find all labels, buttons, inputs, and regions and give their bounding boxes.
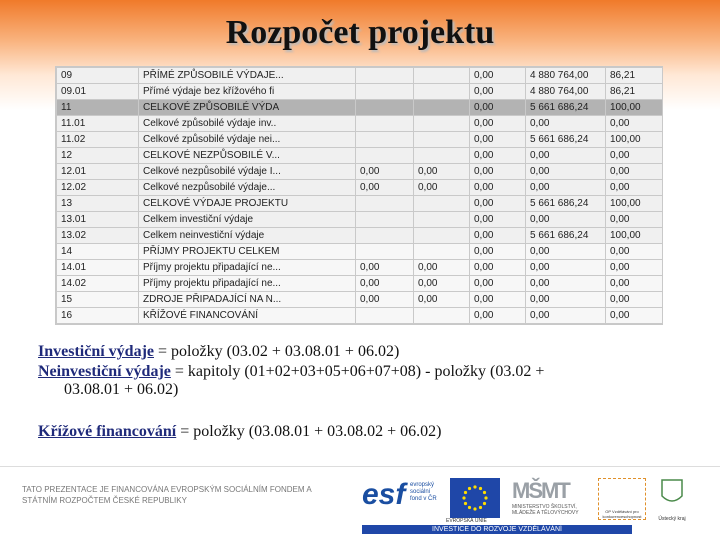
cell-c3: 0,00 [470, 228, 526, 244]
ustecky-kraj-label: Ústecký kraj [658, 516, 686, 522]
cell-c1: 0,00 [356, 180, 414, 196]
cell-c2: 0,00 [414, 180, 470, 196]
cell-name: CELKOVÉ ZPŮSOBILÉ VÝDA [139, 100, 356, 116]
cell-c5: 0,00 [606, 244, 663, 260]
table-row[interactable] [57, 116, 663, 132]
cell-code: 09.01 [57, 84, 139, 100]
cell-name: Celkové způsobilé výdaje inv.. [139, 116, 356, 132]
cell-code: 14.02 [57, 276, 139, 292]
table-row[interactable] [57, 68, 663, 84]
cell-c2 [414, 308, 470, 324]
cell-c4: 4 880 764,00 [526, 68, 606, 84]
cell-code: 13.01 [57, 212, 139, 228]
caption-neinvesticni [38, 363, 698, 399]
cell-code: 14.01 [57, 260, 139, 276]
cell-c1 [356, 244, 414, 260]
slide-title: Rozpočet projektu [225, 14, 495, 51]
cell-c5: 100,00 [606, 228, 663, 244]
cell-c4: 0,00 [526, 308, 606, 324]
eu-label: EVROPSKÁ UNIE [446, 518, 487, 524]
table-row[interactable] [57, 244, 663, 260]
cell-c4: 0,00 [526, 116, 606, 132]
cell-c1 [356, 308, 414, 324]
cell-c2 [414, 212, 470, 228]
table-row[interactable] [57, 276, 663, 292]
cell-c2 [414, 116, 470, 132]
term-investicni-vydaje[interactable]: Investiční výdaje [38, 343, 154, 360]
cell-c5: 0,00 [606, 212, 663, 228]
cell-c2 [414, 244, 470, 260]
invest-banner: INVESTICE DO ROZVOJE VZDĚLÁVÁNÍ [362, 525, 632, 534]
cell-c1 [356, 212, 414, 228]
cell-c1: 0,00 [356, 260, 414, 276]
cell-c4: 5 661 686,24 [526, 228, 606, 244]
cell-c1: 0,00 [356, 164, 414, 180]
cell-c1 [356, 68, 414, 84]
table-row[interactable] [57, 308, 663, 324]
cell-c1 [356, 132, 414, 148]
cell-c5: 0,00 [606, 180, 663, 196]
cell-c3: 0,00 [470, 212, 526, 228]
cell-code: 16 [57, 308, 139, 324]
cell-c4: 0,00 [526, 260, 606, 276]
cell-c4: 0,00 [526, 212, 606, 228]
table-row[interactable] [57, 132, 663, 148]
cell-c3: 0,00 [470, 100, 526, 116]
caption-neinvesticni-text: = kapitoly (01+02+03+05+06+07+08) - položky (03.02 + [170, 363, 545, 380]
cell-c5: 0,00 [606, 148, 663, 164]
cell-c2: 0,00 [414, 164, 470, 180]
cell-c2 [414, 100, 470, 116]
cell-c4: 0,00 [526, 180, 606, 196]
op-vk-logo-text: OP Vzdělávání pro konkurenceschopnost [602, 509, 642, 519]
cell-name: Celkové nezpůsobilé výdaje I... [139, 164, 356, 180]
cell-c2 [414, 196, 470, 212]
cell-c5: 0,00 [606, 292, 663, 308]
cell-c5: 100,00 [606, 100, 663, 116]
cell-c4: 0,00 [526, 276, 606, 292]
cell-c4: 5 661 686,24 [526, 196, 606, 212]
eu-flag-icon [450, 478, 500, 518]
cell-c5: 0,00 [606, 260, 663, 276]
cell-c2 [414, 132, 470, 148]
cell-c2: 0,00 [414, 260, 470, 276]
cell-c1: 0,00 [356, 292, 414, 308]
cell-c3: 0,00 [470, 244, 526, 260]
cell-c3: 0,00 [470, 180, 526, 196]
cell-code: 11.01 [57, 116, 139, 132]
cell-name: KŘÍŽOVÉ FINANCOVÁNÍ [139, 308, 356, 324]
table-row[interactable] [57, 260, 663, 276]
cell-c2: 0,00 [414, 276, 470, 292]
cell-c1 [356, 196, 414, 212]
esf-logo [362, 478, 442, 518]
table-row[interactable] [57, 100, 663, 116]
table-row[interactable] [57, 164, 663, 180]
table-row[interactable] [57, 180, 663, 196]
cell-c3: 0,00 [470, 84, 526, 100]
caption-krizove-text: = položky (03.08.01 + 03.08.02 + 06.02) [176, 423, 442, 440]
cell-c3: 0,00 [470, 132, 526, 148]
cell-name: PŘÍMÉ ZPŮSOBILÉ VÝDAJE... [139, 68, 356, 84]
cell-code: 14 [57, 244, 139, 260]
cell-c3: 0,00 [470, 196, 526, 212]
cell-name: CELKOVÉ VÝDAJE PROJEKTU [139, 196, 356, 212]
budget-table [55, 66, 663, 325]
cell-c2 [414, 148, 470, 164]
cell-c4: 5 661 686,24 [526, 132, 606, 148]
caption-neinvesticni-cont: 03.08.01 + 06.02) [64, 381, 179, 398]
cell-c4: 4 880 764,00 [526, 84, 606, 100]
cell-c5: 86,21 [606, 84, 663, 100]
cell-c5: 100,00 [606, 196, 663, 212]
cell-c3: 0,00 [470, 68, 526, 84]
budget-table-body [57, 68, 663, 324]
cell-c3: 0,00 [470, 276, 526, 292]
cell-name: CELKOVÉ NEZPŮSOBILÉ V... [139, 148, 356, 164]
cell-c1 [356, 116, 414, 132]
cell-c5: 100,00 [606, 132, 663, 148]
msmt-logo [512, 478, 592, 518]
caption-investicni [38, 343, 698, 361]
cell-c1 [356, 228, 414, 244]
cell-name: PŘÍJMY PROJEKTU CELKEM [139, 244, 356, 260]
footer-logos [362, 478, 692, 526]
cell-c3: 0,00 [470, 148, 526, 164]
cell-code: 12 [57, 148, 139, 164]
footer-funding-text: TATO PREZENTACE JE FINANCOVÁNA EVROPSKÝM SOCIÁLNÍM FONDEM A STÁTNÍM ROZPOČTEM ČESKÉ REPUBLIKY [22, 485, 312, 505]
term-neinvesticni-vydaje[interactable]: Neinvestiční výdaje [38, 363, 171, 380]
cell-c5: 0,00 [606, 276, 663, 292]
cell-code: 15 [57, 292, 139, 308]
cell-name: Příjmy projektu připadající ne... [139, 276, 356, 292]
cell-name: Přímé výdaje bez křížového fi [139, 84, 356, 100]
cell-name: Celkem neinvestiční výdaje [139, 228, 356, 244]
table-row[interactable] [57, 148, 663, 164]
cell-c2 [414, 68, 470, 84]
cell-code: 11 [57, 100, 139, 116]
cell-c3: 0,00 [470, 260, 526, 276]
cell-c4: 0,00 [526, 164, 606, 180]
table-row[interactable] [57, 228, 663, 244]
op-vk-logo [598, 478, 646, 520]
table-row[interactable] [57, 292, 663, 308]
cell-c4: 0,00 [526, 292, 606, 308]
cell-c4: 0,00 [526, 244, 606, 260]
footer-divider [0, 466, 720, 467]
cell-c1 [356, 148, 414, 164]
table-row[interactable] [57, 84, 663, 100]
msmt-logo-text: MINISTERSTVO ŠKOLSTVÍ, MLÁDEŽE A TĚLOVÝCHOVY [512, 504, 579, 516]
cell-c5: 86,21 [606, 68, 663, 84]
caption-investicni-text: = položky (03.02 + 03.08.01 + 06.02) [154, 343, 400, 360]
esf-logo-mark: esf [362, 478, 406, 511]
cell-name: Celkové způsobilé výdaje nei... [139, 132, 356, 148]
term-krizove-financovani[interactable]: Křížové financování [38, 423, 177, 440]
cell-c1 [356, 100, 414, 116]
cell-c1 [356, 84, 414, 100]
cell-code: 12.02 [57, 180, 139, 196]
cell-code: 13 [57, 196, 139, 212]
cell-c5: 0,00 [606, 116, 663, 132]
cell-c3: 0,00 [470, 116, 526, 132]
cell-c5: 0,00 [606, 308, 663, 324]
cell-code: 09 [57, 68, 139, 84]
cell-c3: 0,00 [470, 164, 526, 180]
msmt-logo-mark: MŠMT [512, 478, 569, 503]
table-row[interactable] [57, 196, 663, 212]
cell-code: 13.02 [57, 228, 139, 244]
cell-c3: 0,00 [470, 292, 526, 308]
cell-c2 [414, 84, 470, 100]
cell-code: 11.02 [57, 132, 139, 148]
cell-c5: 0,00 [606, 164, 663, 180]
cell-c1: 0,00 [356, 276, 414, 292]
eu-stars-icon [450, 478, 500, 518]
cell-c2: 0,00 [414, 292, 470, 308]
cell-c4: 5 661 686,24 [526, 100, 606, 116]
table-row[interactable] [57, 212, 663, 228]
cell-c2 [414, 228, 470, 244]
cell-name: Příjmy projektu připadající ne... [139, 260, 356, 276]
cell-name: Celkové nezpůsobilé výdaje... [139, 180, 356, 196]
esf-logo-text: evropský sociální fond v ČR [410, 482, 437, 502]
cell-name: ZDROJE PŘIPADAJÍCÍ NA N... [139, 292, 356, 308]
caption-krizove [38, 423, 698, 441]
cell-name: Celkem investiční výdaje [139, 212, 356, 228]
cell-c4: 0,00 [526, 148, 606, 164]
cell-code: 12.01 [57, 164, 139, 180]
cell-c3: 0,00 [470, 308, 526, 324]
ustecky-kraj-logo [654, 478, 690, 522]
kraj-crest-icon [654, 478, 690, 508]
